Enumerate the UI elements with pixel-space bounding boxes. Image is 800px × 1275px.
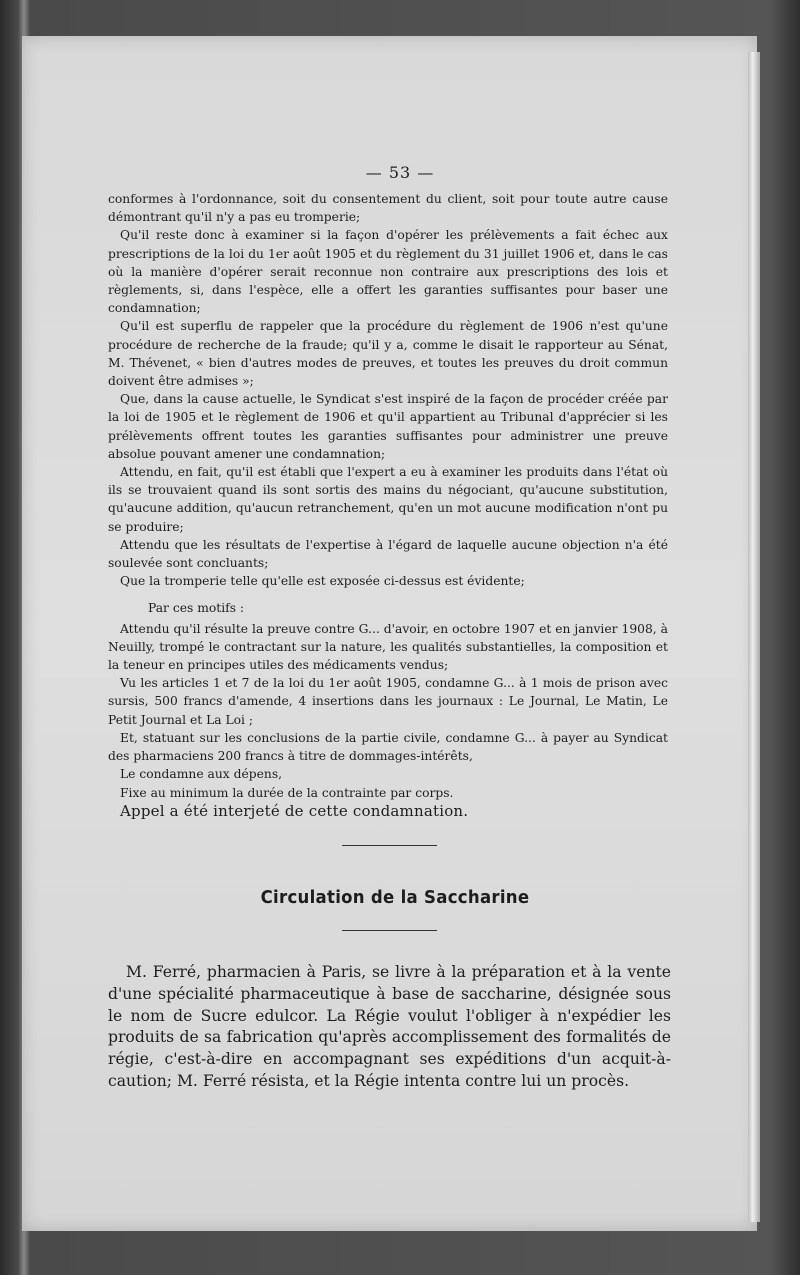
saccharine-text-block — [108, 962, 671, 1093]
divider-top — [342, 845, 437, 846]
paragraph: Qu'il reste donc à examiner si la façon d'opérer les prélèvements a fait échec aux prescriptions de la loi du 1er août 1905 et du règlement du 31 juillet 1906 et, dans le cas où la manière d'opérer serait reconnue non contraire aux prescriptions des lois et règlements, si, dans l'espèce, elle a offert les garanties suffisantes pour baser une condamnation; — [108, 228, 668, 316]
page-number: — 53 — — [365, 163, 435, 182]
saccharine-paragraph: M. Ferré, pharmacien à Paris, se livre à la préparation et à la vente d'une spécialité pharmaceutique à base de saccharine, désignée sous le nom de Sucre edulcor. La Régie voulut l'obliger à n'expédier les produits de sa fabrication qu'après accomplissement des formalités de régie, c'est-à-dire en accompagnant ses expéditions d'un acquit-à-caution; M. Ferré résista, et la Régie intenta contre lui un procès. — [108, 963, 671, 1090]
paragraph: Attendu que les résultats de l'expertise à l'égard de laquelle aucune objection n'a été soulevée sont concluants; — [108, 537, 668, 571]
motifs-heading: Par ces motifs : — [148, 601, 245, 616]
paragraph: Que la tromperie telle qu'elle est exposée ci-dessus est évidente; — [120, 574, 525, 589]
judgment-paragraph: Et, statuant sur les conclusions de la partie civile, condamne G... à payer au Syndicat des pharmaciens 200 francs à titre de dommages-intérêts, — [108, 730, 668, 764]
judgment-paragraph: Le condamne aux dépens, — [120, 767, 283, 782]
paragraph: Attendu, en fait, qu'il est établi que l'expert a eu à examiner les produits dans l'état où ils se trouvaient quand ils sont sortis des mains du négociant, qu'aucune substitution, qu'aucune addition, qu'aucun retranchement, qu'en un mot aucune modification n'ont pu se produire; — [108, 465, 668, 534]
divider-bottom — [342, 930, 437, 931]
appeal-note: Appel a été interjeté de cette condamnation. — [120, 802, 469, 820]
judgment-paragraph: Attendu qu'il résulte la preuve contre G... d'avoir, en octobre 1907 et en janvier 1908, à Neuilly, trompé le contractant sur la nature, les qualités substantielles, la composition et la teneur en principes utiles des médicaments vendus; — [108, 621, 668, 673]
paragraph: Qu'il est superflu de rappeler que la procédure du règlement de 1906 n'est qu'une procédure de recherche de la fraude; qu'il y a, comme le disait le rapporteur au Sénat, M. Thévenet, « bien d'autres modes de preuves, et toutes les preuves du droit commun doivent être admises »; — [108, 319, 668, 389]
paragraph: conformes à l'ordonnance, soit du consentement du client, soit pour toute autre cause démontrant qu'il n'y a pas eu tromperie; — [108, 192, 668, 225]
section-title: Circulation de la Saccharine — [260, 887, 530, 908]
page-edge — [748, 52, 760, 1222]
judgment-paragraph: Fixe au minimum la durée de la contrainte par corps. — [120, 785, 454, 800]
paragraph: Que, dans la cause actuelle, le Syndicat s'est inspiré de la façon de procéder créée par la loi de 1905 et le règlement de 1906 et qu'il appartient au Tribunal d'apprécier si les prélèvements offrent toutes les garanties suffisantes pour administrer une preuve absolue pouvant amener une condamnation; — [108, 392, 668, 461]
legal-text-block — [108, 190, 668, 802]
judgment-paragraph: Vu les articles 1 et 7 de la loi du 1er août 1905, condamne G... à 1 mois de prison avec sursis, 500 francs d'amende, 4 insertions dans les journaux : Le Journal, Le Matin, Le Petit Journal et La Loi ; — [108, 676, 668, 727]
